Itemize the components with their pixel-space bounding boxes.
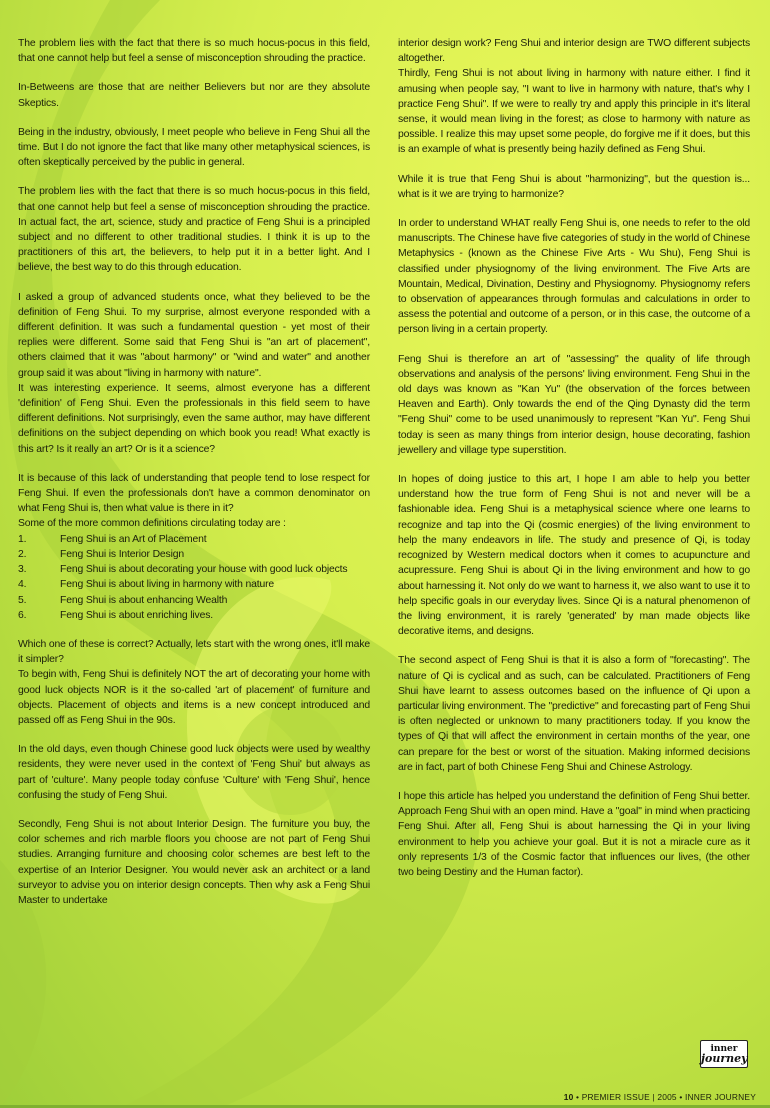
paragraph: To begin with, Feng Shui is definitely NOT the art of decorating your home with good luck objects NOR is it the so-called 'art of placement' of furniture and objects. Placement of objects and items is a new concept introduced and passed off as Feng Shui in the 90s. [18, 669, 370, 726]
list-item: 5. Feng Shui is about enhancing Wealth [18, 594, 228, 606]
paragraph: interior design work? Feng Shui and interior design are TWO different subjects altogether. [398, 38, 750, 65]
paragraph: Feng Shui is therefore an art of "assessing" the quality of life through observations and analysis of the persons' living environment. Feng Shui in the old days was known as "Kan Yu" (the observation of the forces between Heaven and Earth). Only towards the end of the Qing Dynasty did the term "Feng Shui" come to be used unanimously to represent "Kan Yu". Feng Shui today is seen as many things from interior design, house decorating, fashion jewellery and village type superstition. [398, 353, 750, 456]
right-column [398, 36, 750, 894]
page-number: 10 [563, 1092, 574, 1102]
paragraph: In the old days, even though Chinese good luck objects were used by wealthy residents, they were never used in the context of 'Feng Shui' but always as part of 'culture'. Many people today confuse 'Culture' with 'Feng Shui', hence confusing the study of Feng Shui. [18, 744, 370, 801]
paragraph: Secondly, Feng Shui is not about Interior Design. The furniture you buy, the color schemes and rich marble floors you choose are not part of Feng Shui studies. Arranging furniture and choosing color schemes are best left to the expertise of an Interior Designer. You would never ask an architect or a land surveyor to advise you on interior design concepts. Then why ask a Feng Shui Master to undertake [18, 818, 370, 906]
page-footer: 10 • PREMIER ISSUE | 2005 • INNER JOURNEY [563, 1092, 756, 1102]
paragraph: In hopes of doing justice to this art, I hope I am able to help you better understand how the true form of Feng Shui is not and never will be a fashionable idea. Feng Shui is a metaphysical science where one learns to recognize and tap into the Qi (cosmic energies) of the living environment to help the many endeavors in life. The study and presence of Qi, is today recognized by Western medical doctors when it comes to acupuncture and acupressure. Feng Shui is about Qi in the living environment and how to go about harnessing it. Not only do we want to harness it, we also want to use it to help specific goals in our everyday lives. Since Qi is a natural phenomenon of the living environment, it is rarely 'generated' by man made objects like decorative items, and designs. [398, 474, 750, 638]
left-column [18, 36, 370, 922]
paragraph: The problem lies with the fact that there is so much hocus-pocus in this field, that one cannot help but feel a sense of misconception shrouding the practice. [18, 38, 370, 65]
paragraph: Some of the more common definitions circulating today are : [18, 518, 286, 530]
paragraph: While it is true that Feng Shui is about "harmonizing", but the question is... what is it we are trying to harmonize? [398, 173, 750, 200]
inner-journey-logo: inner journey [700, 1040, 748, 1068]
list-item: 3. Feng Shui is about decorating your house with good luck objects [18, 564, 348, 576]
list-item: 4. Feng Shui is about living in harmony with nature [18, 579, 275, 591]
paragraph: The second aspect of Feng Shui is that it is also a form of "forecasting". The nature of Qi is cyclical and as such, can be calculated. Practitioners of Feng Shui have learnt to assess outcomes based on the influence of Qi upon a particular living environment. The "predictive" and forecasting part of Feng Shui is often neglected or unknown to many practitioners today. If you know the types of Qi that will affect the environment in certain months of the year, one can prepare for the best or worst of the situation. Making informed decisions are in fact, part of both Chinese Feng Shui and Chinese Astrology. [398, 655, 750, 773]
paragraph: Being in the industry, obviously, I meet people who believe in Feng Shui all the time. But I do not ignore the fact that like many other metaphysical sciences, is often skeptically perceived by the public in general. [18, 126, 370, 169]
definitions-list [18, 532, 370, 623]
list-item: 1. Feng Shui is an Art of Placement [18, 533, 207, 545]
list-item: 2. Feng Shui is Interior Design [18, 548, 185, 560]
paragraph: The problem lies with the fact that there is so much hocus-pocus in this field, that one cannot help but feel a sense of misconception shrouding the practice. In actual fact, the art, science, study and practice of Feng Shui is a principled subject and no different to other traditional studies. I think it is up to the practitioners of this art, the believers, to help put it in a better light. And I believe, the best way to do this through education. [18, 186, 370, 274]
magazine-name: • INNER JOURNEY [679, 1092, 756, 1102]
paragraph: I asked a group of advanced students once, what they believed to be the definition of Feng Shui. To my surprise, almost everyone responded with a different definition. It was such a fundamental question - yet most of their replies were different. Some said that Feng Shui is "an art of placement", others claimed that it was "about harmony" or "wind and water" and another group said it was about "living in harmony with nature". [18, 291, 370, 379]
paragraph: I hope this article has helped you understand the definition of Feng Shui better. Approach Feng Shui with an open mind. Have a "goal" in mind when practicing Feng Shui. After all, Feng Shui is about harnessing the Qi in your living environment to help you achieve your goal. But it is not a miracle cure as it only represents 1/3 of the Cosmic factor that influences our lives, (the other two being Destiny and the Human factor). [398, 790, 750, 878]
paragraph: Which one of these is correct? Actually, lets start with the wrong ones, it'll make it simpler? [18, 638, 370, 666]
paragraph: In order to understand WHAT really Feng Shui is, one needs to refer to the old manuscripts. The Chinese have five categories of study in the world of Chinese Metaphysics - (known as the Chinese Five Arts - Wu Shu), Feng Shui is classified under physiognomy of the living environment. The Five Arts are Mountain, Medical, Divination, Destiny and Physiognomy. Physiognomy refers to observation of appearances through formulas and calculations in order to assess the potential and outcome of a person, or in this case, the outcome of a person living in a certain property. [398, 218, 750, 336]
paragraph: Thirdly, Feng Shui is not about living in harmony with nature either. I find it amusing when people say, "I want to live in harmony with nature, that's why I practice Feng Shui". If we were to really try and apply this principle in it's literal sense, it would mean living in the forest; as close to harmony with nature as possible. I realize this may upset some people, do forgive me if it does, but this is an example of what is presently being hazily defined as Feng Shui. [398, 68, 750, 156]
list-item: 6. Feng Shui is about enriching lives. [18, 609, 214, 621]
paragraph: In-Betweens are those that are neither Believers but nor are they absolute Skeptics. [18, 82, 370, 109]
issue-year: 2005 [657, 1092, 677, 1102]
paragraph: It was interesting experience. It seems, almost everyone has a different 'definition' of Feng Shui. Even the professionals in this field seem to have different definitions. Not surprisingly, even the same author, may have different definitions on the subject depending on which book you read! What exactly is this art? Is it really an art? Or is it a science? [18, 382, 370, 455]
paragraph: It is because of this lack of understanding that people tend to lose respect for Feng Shui. If even the professionals don't have a common denominator on what Feng Shui is, then what value is there in it? [18, 472, 370, 515]
issue-label: • PREMIER ISSUE [576, 1092, 650, 1102]
